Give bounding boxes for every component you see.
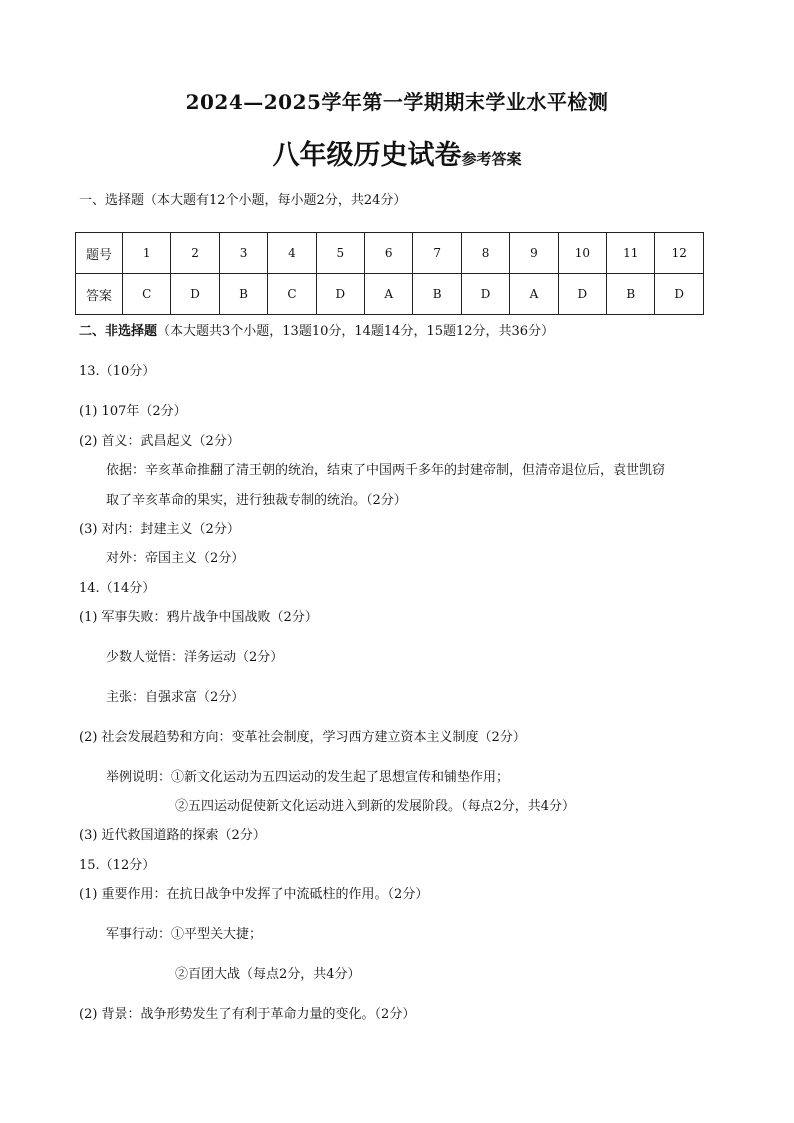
section1-heading: 一、选择题（本大题有12个小题，每小题2分，共24分） — [79, 193, 407, 208]
question-number: 4 — [268, 233, 316, 274]
q14-part1-proposition: 主张：自强求富（2分） — [106, 690, 245, 705]
answer-cell: D — [171, 274, 219, 315]
row-label-answer: 答案 — [76, 274, 123, 315]
question-number: 10 — [558, 233, 606, 274]
table-row-numbers — [76, 233, 704, 274]
answer-cell: C — [268, 274, 316, 315]
q13-header: 13.（10分） — [79, 364, 156, 379]
question-number: 12 — [655, 233, 704, 274]
question-number: 6 — [365, 233, 413, 274]
answer-cell: C — [123, 274, 171, 315]
question-number: 11 — [607, 233, 655, 274]
question-number: 1 — [123, 233, 171, 274]
question-number: 5 — [316, 233, 364, 274]
section2-heading-bold: 二、非选择题 — [79, 324, 158, 339]
question-number: 7 — [413, 233, 461, 274]
answer-cell: A — [510, 274, 558, 315]
answer-cell: A — [365, 274, 413, 315]
answer-cell: B — [219, 274, 267, 315]
q14-part1-awareness: 少数人觉悟：洋务运动（2分） — [106, 650, 284, 665]
q14-part1: (1) 军事失败：鸦片战争中国战败（2分） — [79, 610, 318, 625]
q15-header: 15.（12分） — [79, 858, 156, 873]
q15-part1-military: 军事行动：①平型关大捷； — [106, 927, 263, 942]
q13-part3: (3) 对内：封建主义（2分） — [79, 522, 240, 537]
exam-subtitle — [0, 133, 794, 172]
answer-cell: B — [413, 274, 461, 315]
question-number: 8 — [461, 233, 509, 274]
answer-cell: D — [316, 274, 364, 315]
answer-table — [75, 232, 704, 315]
q13-part2-basis-cont: 取了辛亥革命的果实，进行独裁专制的统治。（2分） — [106, 493, 407, 508]
answer-cell: B — [607, 274, 655, 315]
question-number: 3 — [219, 233, 267, 274]
q14-header: 14.（14分） — [79, 581, 156, 596]
q13-part1: (1) 107年（2分） — [79, 404, 187, 419]
q13-part2: (2) 首义：武昌起义（2分） — [79, 434, 240, 449]
row-label-number: 题号 — [76, 233, 123, 274]
q13-part2-basis: 依据：辛亥革命推翻了清王朝的统治，结束了中国两千多年的封建帝制，但清帝退位后，袁世凯窃 — [106, 463, 666, 478]
answer-cell: D — [558, 274, 606, 315]
q14-part2-example: 举例说明：①新文化运动为五四运动的发生起了思想宣传和铺垫作用； — [106, 770, 510, 785]
table-row-answers — [76, 274, 704, 315]
q15-part2: (2) 背景：战争形势发生了有利于革命力量的变化。（2分） — [79, 1007, 416, 1022]
subtitle-suffix: 参考答案 — [461, 150, 522, 168]
q14-part2: (2) 社会发展趋势和方向：变革社会制度，学习西方建立资本主义制度（2分） — [79, 730, 526, 745]
q15-part1-military-cont: ②百团大战（每点2分，共4分） — [175, 967, 361, 982]
q15-part1: (1) 重要作用：在抗日战争中发挥了中流砥柱的作用。（2分） — [79, 887, 429, 902]
question-number: 9 — [510, 233, 558, 274]
section2-heading-rest: （本大题共3个小题，13题10分，14题14分，15题12分，共36分） — [157, 324, 555, 339]
section2-heading — [79, 323, 554, 341]
answer-cell: D — [461, 274, 509, 315]
q13-part3-external: 对外：帝国主义（2分） — [106, 551, 245, 566]
exam-title: 2024—2025学年第一学期期末学业水平检测 — [185, 90, 609, 114]
subtitle-main: 八年级历史试卷 — [272, 140, 462, 171]
question-number: 2 — [171, 233, 219, 274]
answer-cell: D — [655, 274, 704, 315]
q14-part3: (3) 近代救国道路的探索（2分） — [79, 828, 266, 843]
q14-part2-example-cont: ②五四运动促使新文化运动进入到新的发展阶段。（每点2分，共4分） — [175, 799, 576, 814]
